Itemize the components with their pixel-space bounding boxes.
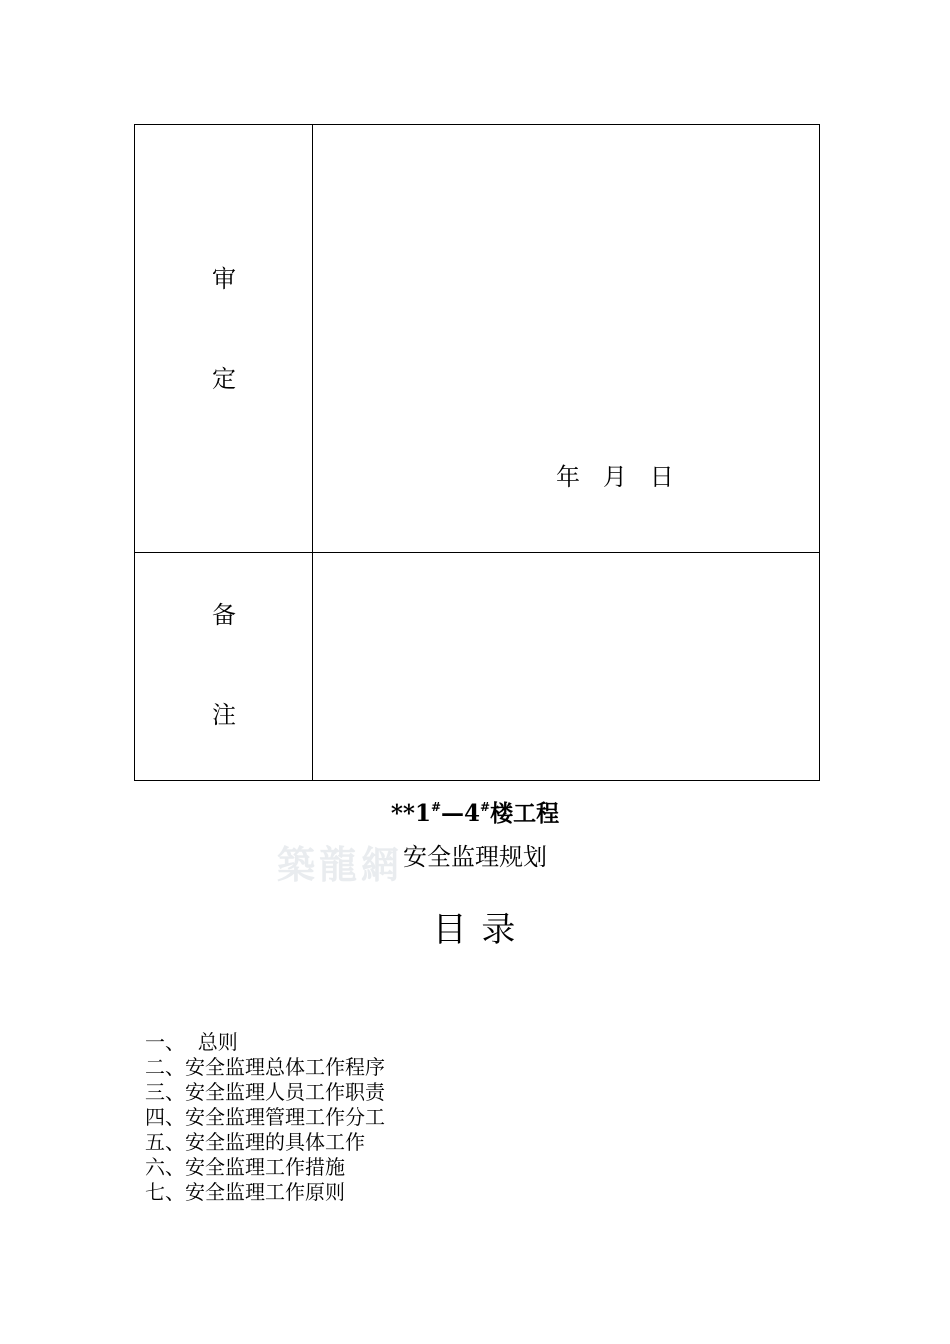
remark-label-char-2: 注 bbox=[212, 701, 236, 729]
toc-item: 六、安全监理工作措施 bbox=[145, 1155, 345, 1179]
approval-label-char-1: 审 bbox=[212, 265, 236, 293]
project-title bbox=[0, 793, 950, 828]
remark-label-char-1: 备 bbox=[212, 601, 236, 629]
remark-row bbox=[135, 552, 819, 780]
approval-label-char-2: 定 bbox=[212, 365, 236, 393]
approval-date: 年 月 日 bbox=[556, 463, 674, 491]
toc-item: 三、安全监理人员工作职责 bbox=[145, 1080, 385, 1104]
toc-item: 一、 总则 bbox=[145, 1030, 238, 1054]
approval-label-cell bbox=[135, 125, 313, 552]
remark-content-cell bbox=[313, 552, 819, 780]
project-title-prefix: **1 bbox=[390, 800, 431, 827]
toc-item: 二、安全监理总体工作程序 bbox=[145, 1055, 385, 1079]
remark-label-cell bbox=[135, 552, 313, 780]
toc-item: 四、安全监理管理工作分工 bbox=[145, 1105, 385, 1129]
approval-content-cell bbox=[313, 125, 819, 552]
toc-heading: 目 录 bbox=[432, 910, 518, 950]
toc-item: 七、安全监理工作原则 bbox=[145, 1180, 345, 1204]
approval-row bbox=[135, 125, 819, 553]
approval-table bbox=[134, 124, 820, 781]
project-title-suffix: 楼工程 bbox=[490, 800, 560, 827]
watermark: 築龍網 bbox=[277, 842, 404, 887]
project-title-sup-1: # bbox=[430, 800, 442, 814]
plan-title: 安全监理规划 bbox=[403, 843, 547, 871]
toc-item: 五、安全监理的具体工作 bbox=[145, 1130, 365, 1154]
toc-list bbox=[145, 1030, 385, 1205]
project-title-dash: —4 bbox=[441, 800, 481, 827]
project-title-sup-2: # bbox=[480, 800, 491, 814]
